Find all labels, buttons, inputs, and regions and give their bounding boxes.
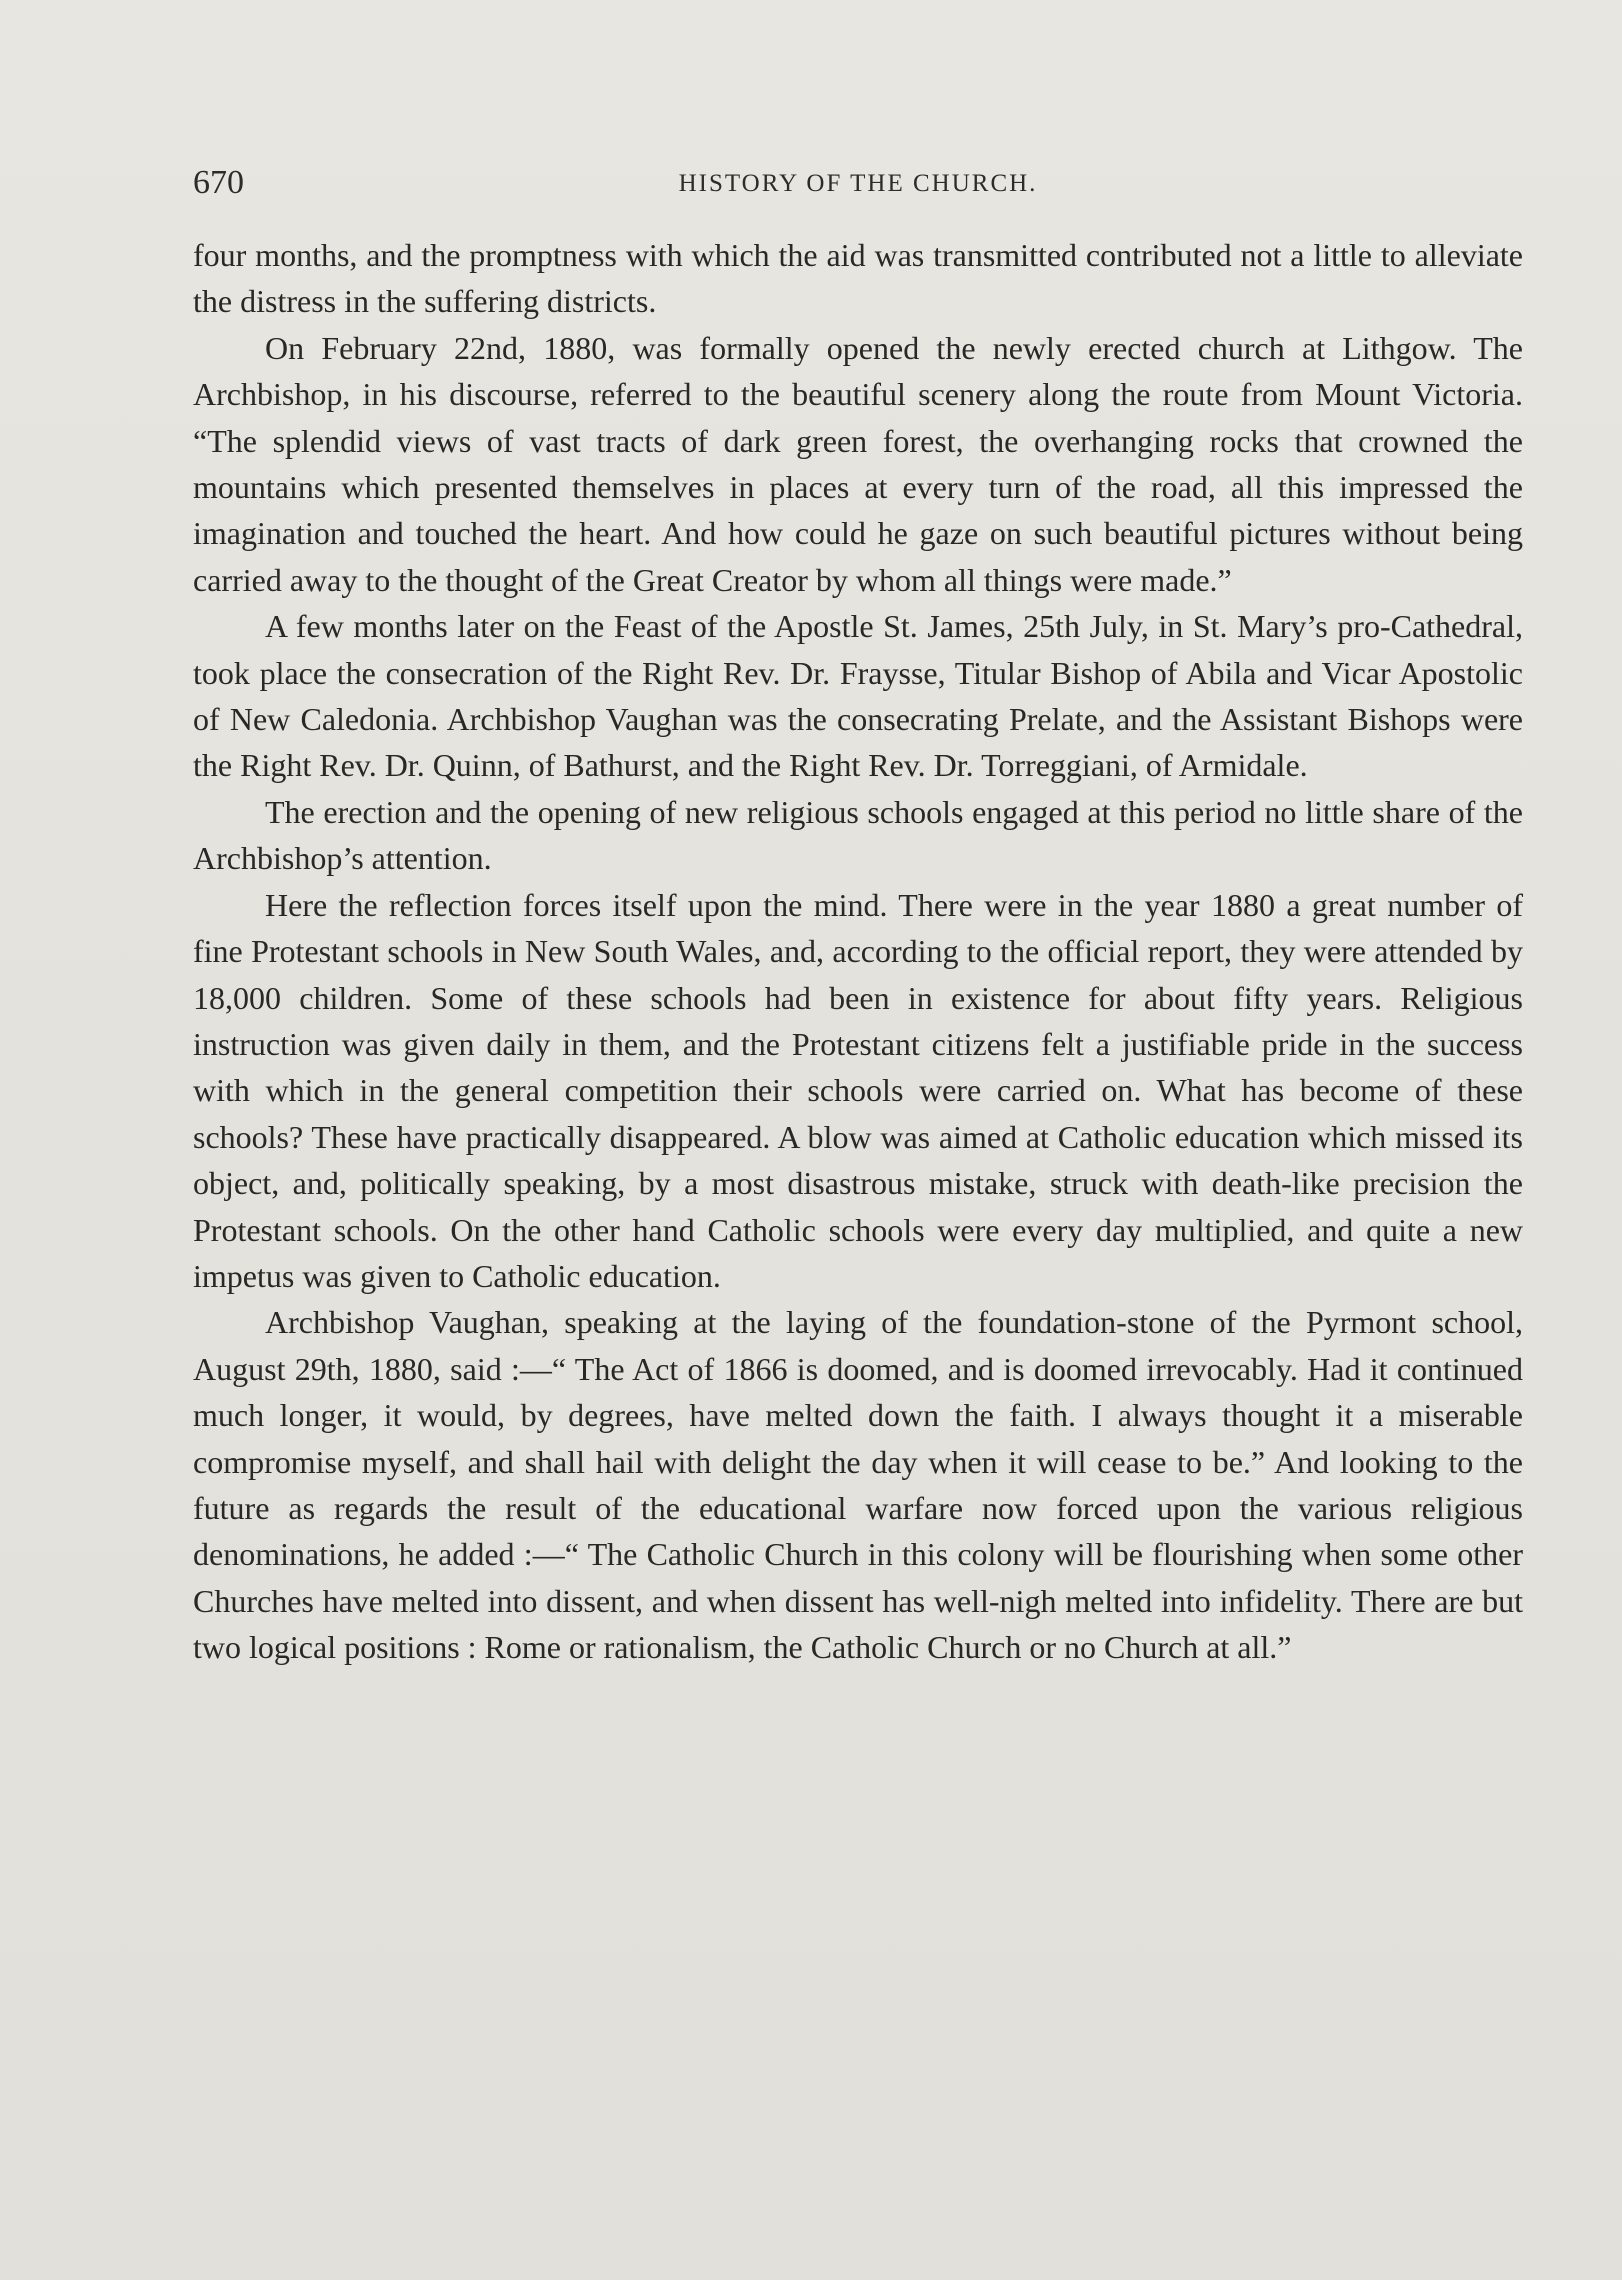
paragraph-lithgow-church: On February 22nd, 1880, was formally opened the newly erected church at Lithgow. The Archbishop, in his discourse, referred to the beautiful scenery along the route from Mount Victoria. “The splendid views of vast tracts of dark green forest, the overhanging rocks that crowned the mountains which presented themselves in places at every turn of the road, all this impressed the imagination and touched the heart. And how could he gaze on such beautiful pictures without being carried away to the thought of the Great Creator by whom all things were made.” [193,329,1523,598]
running-title: HISTORY OF THE CHURCH. [678,170,1038,197]
running-head [193,160,1523,206]
paragraph-pyrmont-school: Archbishop Vaughan, speaking at the laying of the foundation-stone of the Pyrmont school, August 29th, 1880, said :—“ The Act of 1866 is doomed, and is doomed irrevocably. Had it continued much longer, it would, by degrees, have melted down the faith. I always thought it a miserable compromise myself, and shall hail with delight the day when it will cease to be.” And looking to the future as regards the result of the educational warfare now forced upon the various religious denominations, he added :—“ The Catholic Church in this colony will be flourishing when some other Churches have melted into dissent, and when dissent has well-nigh melted into infidelity. There are but two logical positions : Rome or rationalism, the Catholic Church or no Church at all.” [193,1304,1523,1666]
paragraph-religious-schools: The erection and the opening of new religious schools engaged at this period no little share of the Archbishop’s attention. [193,793,1523,877]
body-text [193,232,1523,1671]
page-number: 670 [193,164,244,201]
paragraph-consecration: A few months later on the Feast of the Apostle St. James, 25th July, in St. Mary’s pro-Cathedral, took place the consecration of the Right Rev. Dr. Fraysse, Titular Bishop of Abila and Vicar Apostolic of New Caledonia. Archbishop Vaughan was the consecrating Prelate, and the Assistant Bishops were the Right Rev. Dr. Quinn, of Bathurst, and the Right Rev. Dr. Torreggiani, of Armidale. [193,608,1523,784]
paragraph-protestant-schools: Here the reflection forces itself upon the mind. There were in the year 1880 a great number of fine Protestant schools in New South Wales, and, according to the official report, they were attended by 18,000 children. Some of these schools had been in existence for about fifty years. Religious instruction was given daily in them, and the Protestant citizens felt a justifiable pride in the success with which in the general competition their schools were carried on. What has become of these schools? These have practically disappeared. A blow was aimed at Catholic education which missed its object, and, politically speaking, by a most disastrous mistake, struck with death-like precision the Protestant schools. On the other hand Catholic schools were every day multiplied, and quite a new impetus was given to Catholic education. [193,886,1523,1294]
paragraph-continued: four months, and the promptness with which the aid was transmitted contributed not a little to alleviate the distress in the suffering districts. [193,237,1523,320]
